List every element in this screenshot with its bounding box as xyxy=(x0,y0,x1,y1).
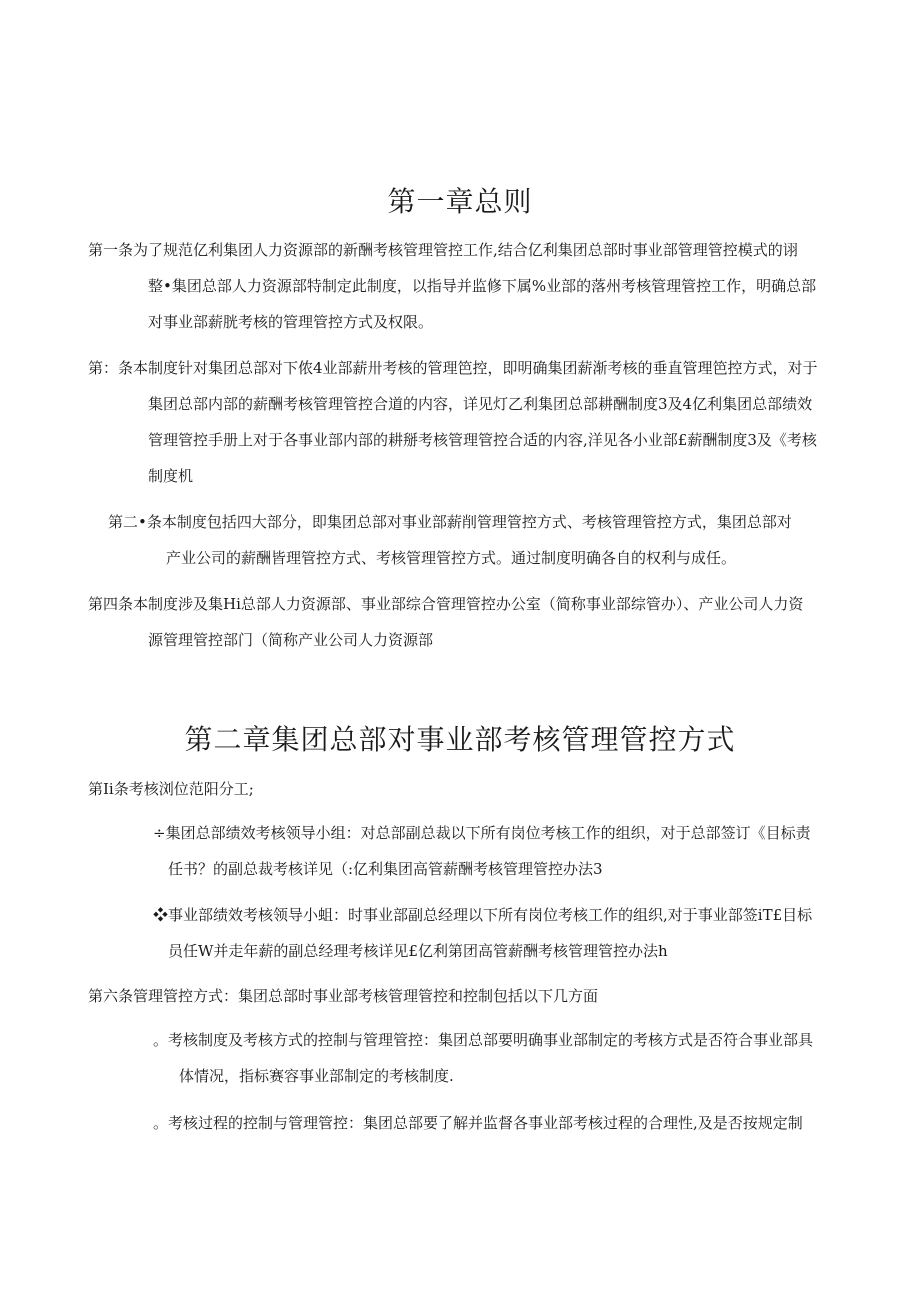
chapter-2-title: 第二章集团总部对事业部考核管理管控方式 xyxy=(184,723,736,756)
article-3-line-2: 产业公司的薪酬皆理管控方式、考核管理管控方式。通过制度明确各自的权利与成任。 xyxy=(166,549,737,567)
chapter-1-title: 第一章总则 xyxy=(387,185,533,218)
article-5-heading: 第Ii条考核浏位范阳分工; xyxy=(88,780,254,798)
article-3-line-1: 第二•条本制度包括四大部分，即集团总部对事业部薪削管理管控方式、考核管理管控方式，集团总部对 xyxy=(108,513,792,531)
article-6-item-1-line-1: 。考核制度及考核方式的控制与管理管控：集团总部要明确事业部制定的考核方式是否符合事业部具 xyxy=(153,1031,814,1049)
article-2-line-2: 集团总部内部的薪酬考核管理管控合道的内容，详见灯乙利集团总部耕酬制度3及4亿利集团总部绩效 xyxy=(148,395,813,413)
article-4-line-1: 第四条本制度涉及集Hi总部人力资源部、事业部综合管理管控办公室（简称事业部综管办）、产业公司人力资 xyxy=(88,595,804,613)
article-1-line-1: 第一条为了规范亿利集团人力资源部的新酬考核管理管控工作,结合亿利集团总部时事业部管理管控模式的诩 xyxy=(88,241,798,259)
article-4 xyxy=(88,586,803,658)
article-6-item-1-line-2: 体情况，指标赛容事业部制定的考核制度. xyxy=(179,1067,454,1085)
article-2-line-3: 管理管控手册上对于各事业部内部的耕掰考核管理管控合适的内容,洋见各小业部£薪酬制度3及《考核 xyxy=(148,431,817,449)
article-5-item-1-line-1: ÷集团总部绩效考核领导小组：对总部副总裁以下所有岗位考核工作的组织，对于总部签订《目标责 xyxy=(153,824,811,842)
article-2 xyxy=(88,350,818,494)
article-5-item-2-line-1: ❖事业部绩效考核领导小蛆：时事业部副总经理以下所有岗位考核工作的组织,对于事业部签iT£目标 xyxy=(153,906,813,924)
article-6-item-1 xyxy=(153,1022,813,1094)
article-3 xyxy=(108,504,792,576)
article-2-line-1: 第：条本制度针对集团总部对下侬4业部薪卅考核的管理笆控，即明确集团薪渐考核的垂直管理笆控方式，对于 xyxy=(88,359,818,377)
article-2-line-4: 制度机 xyxy=(148,467,194,485)
article-6-item-2-line-1: 。考核过程的控制与管理管控：集团总部要了解并监督各事业部考核过程的合理性,及是否按规定制 xyxy=(153,1114,803,1132)
article-5-item-2 xyxy=(153,897,812,969)
article-6-heading: 第六条管理管控方式：集团总部时事业部考核管理管控和控制包括以下几方面 xyxy=(88,987,599,1005)
article-1 xyxy=(88,232,816,340)
article-5-item-1 xyxy=(153,815,811,887)
article-5-item-2-line-2: 员任W并走年薪的副总经理考核详见£亿利第团高管薪酬考核管理管控办法h xyxy=(168,942,668,960)
article-1-line-3: 对事业部薪胱考核的管理管控方式及权限。 xyxy=(148,313,434,331)
article-6-item-2 xyxy=(153,1105,803,1141)
article-5-item-1-line-2: 任书？的副总裁考核详见（:亿利集团高管薪酬考核管理管控办法3 xyxy=(168,860,603,878)
article-4-line-2: 源管理管控部门（简称产业公司人力资源部 xyxy=(148,631,434,649)
article-1-line-2: 整•集团总部人力资源部特制定此制度，以指导并监修下属%业部的落州考核管理管控工作，明确总部 xyxy=(148,277,817,295)
